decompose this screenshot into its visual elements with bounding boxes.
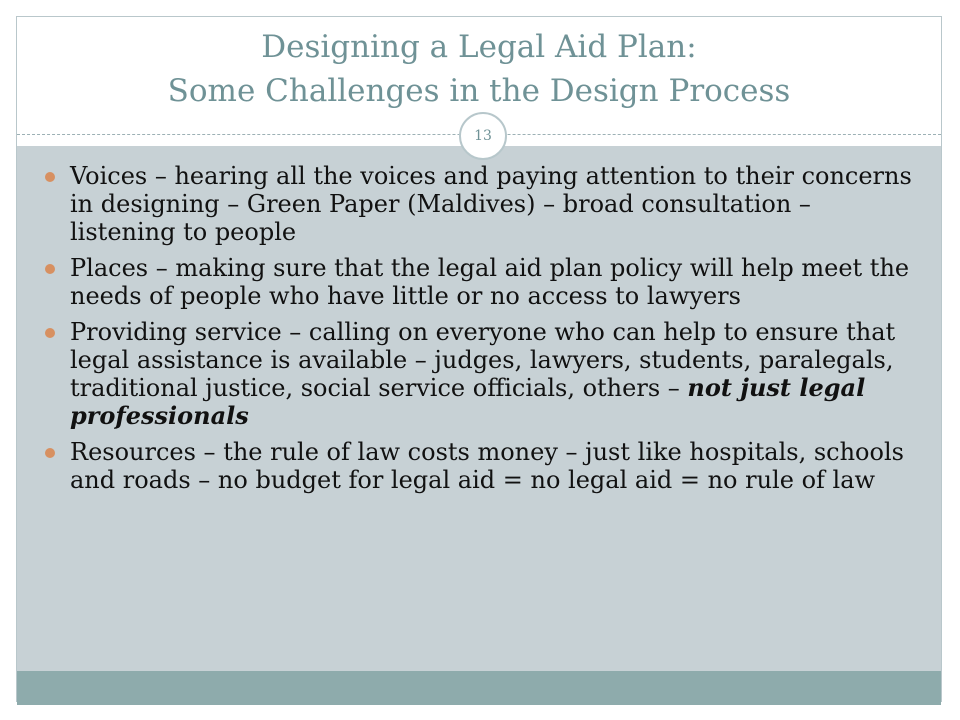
bullet-item-places bbox=[45, 254, 920, 310]
slide-title bbox=[17, 17, 941, 113]
bullet-emphasis-not-just-legal-professionals: not just legal professionals bbox=[70, 373, 866, 430]
bullet-item-voices bbox=[45, 162, 920, 246]
bullet-dot-icon bbox=[45, 172, 55, 182]
bullet-text-places: Places – making sure that the legal aid plan policy will help meet the needs of people who have little or no access to lawyers bbox=[70, 254, 910, 310]
bullet-dot-icon bbox=[45, 328, 55, 338]
bullet-dot-icon bbox=[45, 264, 55, 274]
bullet-text-resources: Resources – the rule of law costs money – just like hospitals, schools and roads – no budget for legal aid = no legal aid = no rule of law bbox=[70, 438, 904, 494]
bullet-list bbox=[45, 162, 920, 502]
slide-number-badge bbox=[459, 112, 507, 160]
slide-number: 13 bbox=[474, 128, 492, 144]
title-line-2: Some Challenges in the Design Process bbox=[167, 73, 791, 109]
title-line-1: Designing a Legal Aid Plan: bbox=[261, 29, 697, 65]
bullet-dot-icon bbox=[45, 448, 55, 458]
bullet-text-providing-service: Providing service – calling on everyone who can help to ensure that legal assistance is available – judges, lawyers, students, paralegals, traditional justice, social service officials, others – bbox=[70, 318, 896, 402]
bullet-item-providing-service bbox=[45, 318, 920, 430]
bottom-band bbox=[17, 671, 941, 705]
bullet-text-voices: Voices – hearing all the voices and paying attention to their concerns in designing – Green Paper (Maldives) – broad consultation – listening to people bbox=[70, 162, 912, 246]
bullet-item-resources bbox=[45, 438, 920, 494]
